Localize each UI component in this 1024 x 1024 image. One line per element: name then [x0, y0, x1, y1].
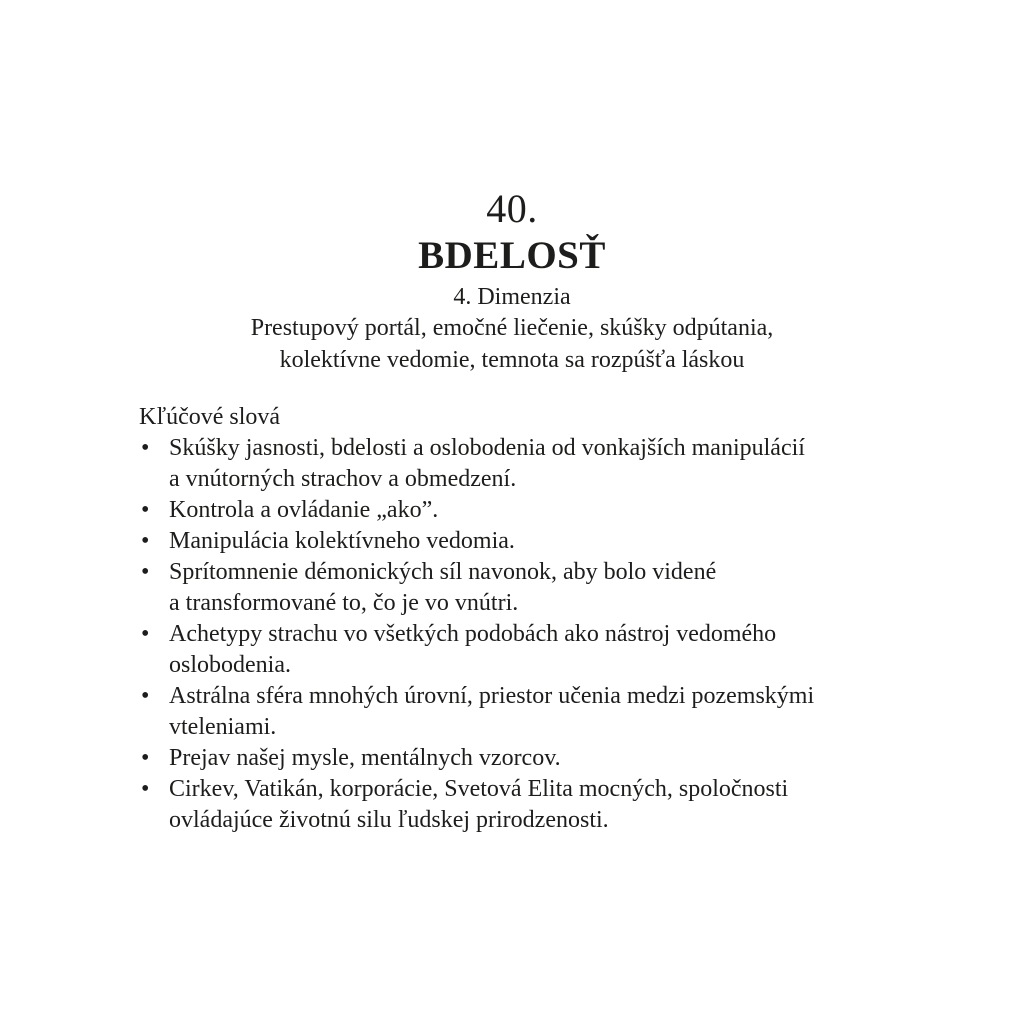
subtitle-line: Prestupový portál, emočné liečenie, skúšky odpútania,	[250, 315, 774, 341]
dimension-label: 4. Dimenzia	[453, 284, 571, 310]
keyword-item	[139, 526, 919, 557]
keyword-line: Manipulácia kolektívneho vedomia.	[169, 528, 515, 554]
keywords-section	[139, 402, 919, 836]
keyword-item	[139, 433, 919, 495]
bullet-icon: •	[141, 559, 150, 585]
keyword-item	[139, 495, 919, 526]
keyword-line: Astrálna sféra mnohých úrovní, priestor učenia medzi pozemskými	[169, 683, 815, 709]
card-title: BDELOSŤ	[418, 234, 606, 277]
keyword-line: Prejav našej mysle, mentálnych vzorcov.	[169, 745, 561, 771]
keyword-line: oslobodenia.	[169, 652, 291, 678]
keyword-line: Skúšky jasnosti, bdelosti a oslobodenia od vonkajších manipulácií	[169, 435, 805, 461]
bullet-icon: •	[141, 621, 150, 647]
bullet-icon: •	[141, 776, 150, 802]
subtitle-line: kolektívne vedomie, temnota sa rozpúšťa láskou	[279, 347, 745, 373]
keyword-item	[139, 681, 919, 743]
card-number: 40.	[486, 186, 538, 231]
keyword-list	[139, 433, 919, 836]
keyword-line: Cirkev, Vatikán, korporácie, Svetová Elita mocných, spoločnosti	[169, 776, 789, 802]
keyword-line: a transformované to, čo je vo vnútri.	[169, 590, 519, 616]
keyword-line: Achetypy strachu vo všetkých podobách ako nástroj vedomého	[169, 621, 777, 647]
bullet-icon: •	[141, 745, 150, 771]
keyword-item	[139, 774, 919, 836]
keyword-line: Sprítomnenie démonických síl navonok, aby bolo videné	[169, 559, 717, 585]
keyword-item	[139, 557, 919, 619]
bullet-icon: •	[141, 497, 150, 523]
keyword-line: a vnútorných strachov a obmedzení.	[169, 466, 517, 492]
keyword-item	[139, 619, 919, 681]
keyword-item	[139, 743, 919, 774]
keyword-line: vteleniami.	[169, 714, 277, 740]
keywords-heading: Kľúčové slová	[139, 404, 281, 430]
keyword-line: ovládajúce životnú silu ľudskej prirodzenosti.	[169, 807, 609, 833]
card-header	[0, 186, 1024, 376]
bullet-icon: •	[141, 435, 150, 461]
bullet-icon: •	[141, 528, 150, 554]
bullet-icon: •	[141, 683, 150, 709]
keyword-line: Kontrola a ovládanie „ako”.	[169, 497, 439, 523]
